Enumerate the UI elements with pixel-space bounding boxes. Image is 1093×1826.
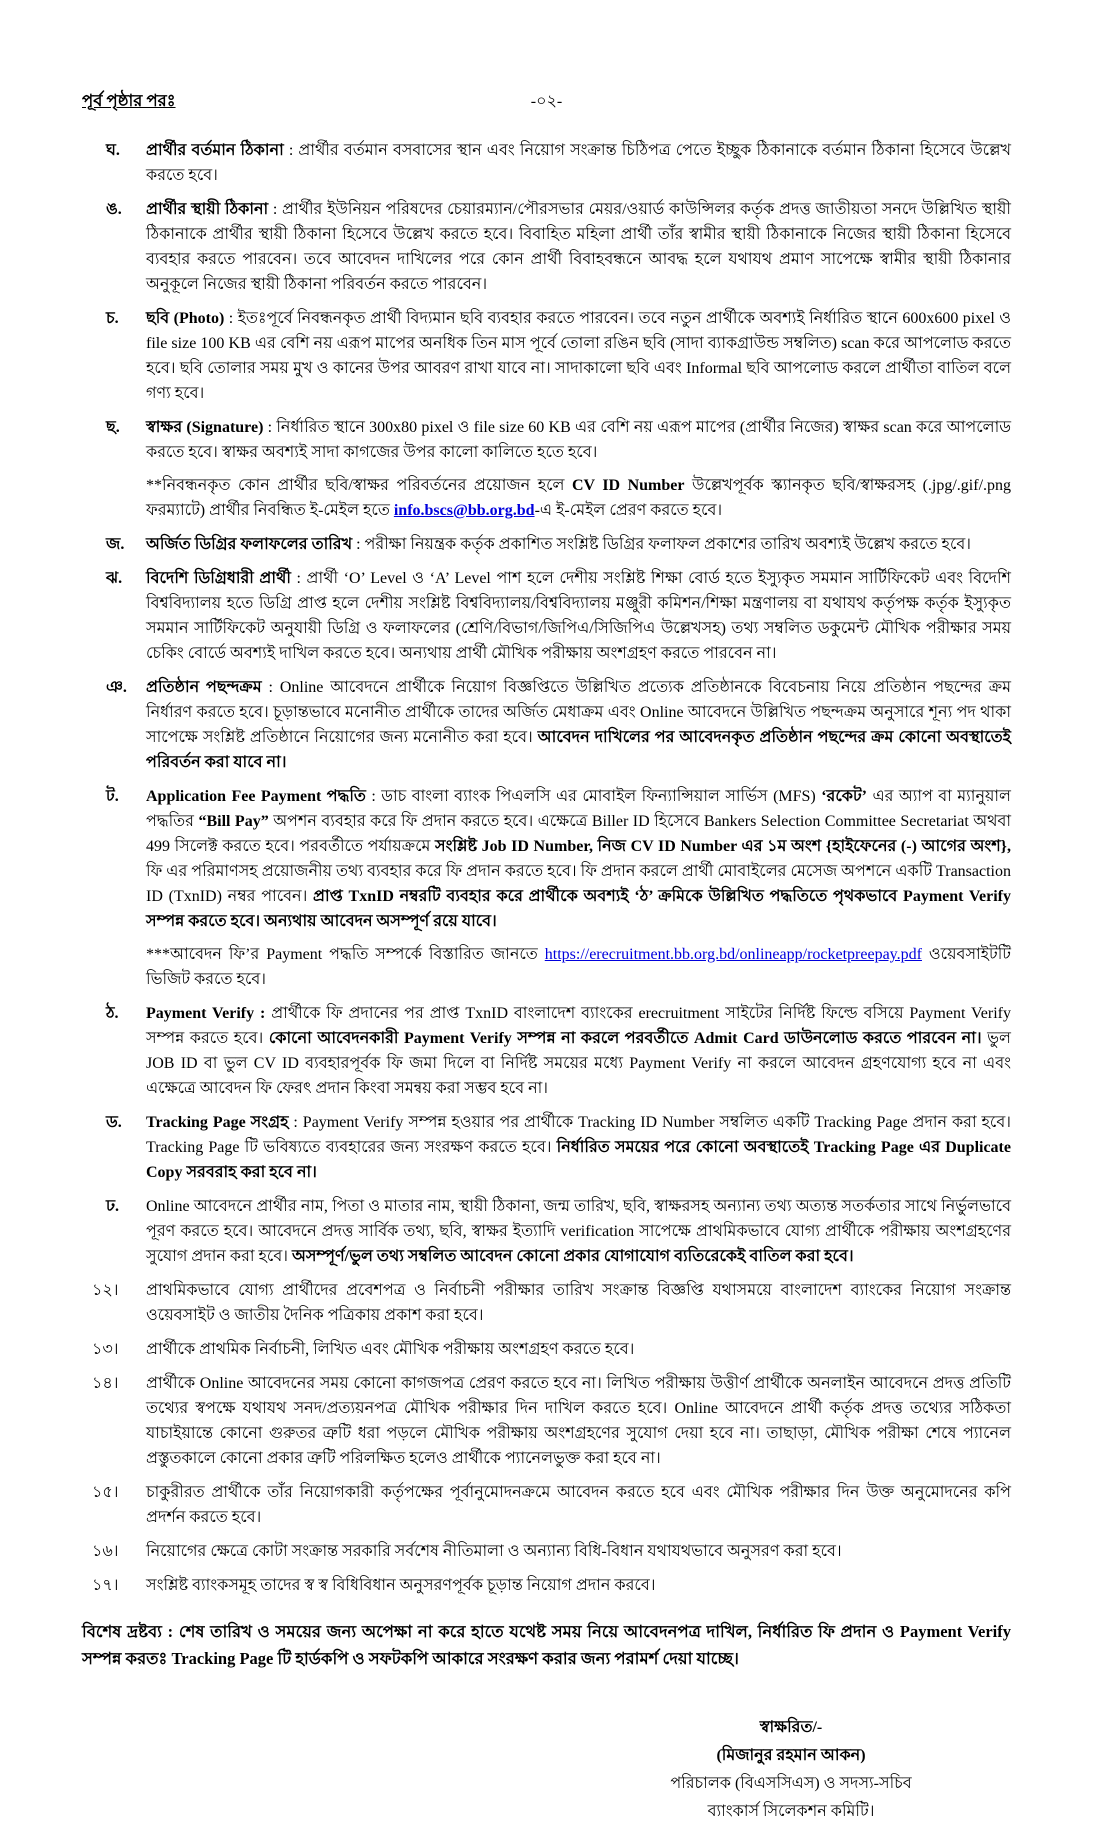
signatory-name: (মিজানুর রহমান আকন) [716, 1747, 866, 1764]
text-segment: Application Fee Payment পদ্ধতি [146, 788, 366, 805]
paragraph [146, 1001, 1011, 1101]
paragraph [146, 1480, 1011, 1530]
list-item [82, 1278, 1011, 1328]
list-item [82, 532, 1011, 557]
item-label: ঙ. [106, 201, 122, 218]
item-body [146, 1110, 1011, 1185]
item-label: ১৬। [92, 1543, 119, 1560]
list-item [82, 415, 1011, 523]
text-segment: প্রার্থীকে Online আবেদনের সময় কোনো কাগজপত্র প্রেরণ করতে হবে না। লিখিত পরীক্ষায় উত্তীর্ণ প্রার্থীকে অনলাইন আবেদনে প্রদত্ত প্রতিটি তথ্যের স্বপক্ষে যথাযথ সনদ/প্রত্যয়নপত্র মৌখিক পরীক্ষার দিন দাখিল করতে হবে। Online আবেদনে প্রার্থী কর্তৃক প্রদত্ত তথ্যের সঠিকতা যাচাইয়ান্তে কোনো গুরুতর ত্রুটি ধরা পড়লে মৌখিক পরীক্ষায় অংশগ্রহণের সুযোগ দেয়া হবে না। তাছাড়া, মৌখিক পরীক্ষা শেষে প্যানেল প্রস্তুতকালে কোনো প্রকার ত্রুটি পরিলক্ষিত হলেও প্রার্থীকে প্যানেলভুক্ত করা হবে না। [146, 1375, 1011, 1467]
list-item [82, 1110, 1011, 1185]
paragraph [146, 1539, 1011, 1564]
text-segment: অসম্পূর্ণ/ভুল তথ্য সম্বলিত আবেদন কোনো প্রকার যোগাযোগ ব্যতিরেকেই বাতিল করা হবে। [291, 1248, 854, 1265]
text-segment: : প্রার্থীর ইউনিয়ন পরিষদের চেয়ারম্যান/পৌরসভার মেয়র/ওয়ার্ড কাউন্সিলর কর্তৃক প্রদত্ত জাতীয়তা সনদে উল্লিখিত স্থায়ী ঠিকানাকে প্রার্থীর স্থায়ী ঠিকানা হিসেবে উল্লেখ করতে হবে। বিবাহিত মহিলা প্রার্থী তাঁর স্বামীর স্থায়ী ঠিকানাকে নিজের স্থায়ী ঠিকানা হিসেবে ব্যবহার করতে পারবেন। তবে আবেদন দাখিলের পরে কোন প্রার্থী বিবাহবন্ধনে আবদ্ধ হলে যথাযথ প্রমাণ সাপেক্ষে স্বামীর স্থায়ী ঠিকানার অনুকূলে নিজের স্থায়ী ঠিকানা পরিবর্তন করতে পারবেন। [146, 201, 1011, 293]
list-item [82, 197, 1011, 297]
list-item [82, 784, 1011, 992]
text-segment: ছবি (Photo) [146, 310, 225, 327]
text-segment: “Bill Pay” [198, 813, 269, 830]
paragraph [146, 566, 1011, 666]
item-label: ১৪। [92, 1375, 119, 1392]
text-segment: ভুল JOB ID বা ভুল CV ID ব্যবহারপূর্বক ফি জমা দিলে বা নির্দিষ্ট সময়ের মধ্যে Payment Verify না করলে আবেদন গ্রহণযোগ্য হবে না এবং এক্ষেত্রে আবেদন ফি ফেরৎ প্রদান কিংবা সমন্বয় করা সম্ভব হবে না। [146, 1030, 1011, 1097]
special-note [82, 1618, 1011, 1672]
item-body [146, 197, 1011, 297]
item-body [146, 1278, 1011, 1328]
text-segment: অর্জিত ডিগ্রির ফলাফলের তারিখ [146, 536, 353, 553]
text-segment: : Online আবেদনে প্রার্থীকে নিয়োগ বিজ্ঞপ্তিতে উল্লিখিত প্রত্যেক প্রতিষ্ঠানকে বিবেচনায় নিয়ে প্রতিষ্ঠান পছন্দের ক্রম নির্ধারণ করতে হবে। চূড়ান্তভাবে মনোনীত প্রার্থীকে তাদের অর্জিত মেধাক্রম এবং Online আবেদনে উল্লিখিত পছন্দক্রম অনুসারে শূন্য পদ থাকা সাপেক্ষে সংশ্লিষ্ট প্রতিষ্ঠানে নিয়োগের জন্য মনোনীত করা হবে। [146, 679, 1011, 746]
text-segment: চাকুরীরত প্রার্থীকে তাঁর নিয়োগকারী কর্তৃপক্ষের পূর্বানুমোদনক্রমে আবেদন করতে হবে এবং মৌখিক পরীক্ষার দিন উক্ত অনুমোদনের কপি প্রদর্শন করতে হবে। [146, 1484, 1011, 1526]
paragraph [146, 138, 1011, 188]
text-segment: : নির্ধারিত স্থানে 300x80 pixel ও file size 60 KB এর বেশি নয় এরূপ মাপের (প্রার্থীর নিজের) স্বাক্ষর scan করে আপলোড করতে হবে। স্বাক্ষর অবশ্যই সাদা কাগজের উপর কালো কালিতে হতে হবে। [146, 419, 1011, 461]
text-segment: ওয়েবসাইটটি ভিজিট করতে হবে। [146, 946, 1011, 988]
item-label: ঢ. [106, 1198, 120, 1215]
signatory-title: পরিচালক (বিএসসিএস) ও সদস্য-সচিব [670, 1775, 912, 1792]
text-segment: Tracking Page সংগ্রহ [146, 1114, 289, 1131]
list-item [82, 1194, 1011, 1269]
text-segment: নিয়োগের ক্ষেত্রে কোটা সংক্রান্ত সরকারি সর্বশেষ নীতিমালা ও অন্যান্য বিধি-বিধান যথাযথভাবে অনুসরণ করা হবে। [146, 1543, 842, 1560]
text-segment: : প্রার্থী ‘O’ Level ও ‘A’ Level পাশ হলে দেশীয় সংশ্লিষ্ট শিক্ষা বোর্ড হতে ইস্যুকৃত সমমান সার্টিফিকেট এবং বিদেশি বিশ্ববিদ্যালয় হতে ডিগ্রি প্রাপ্ত হলে দেশীয় সংশ্লিষ্ট বিশ্ববিদ্যালয়/বিশ্ববিদ্যালয় মঞ্জুরী কমিশন/শিক্ষা মন্ত্রণালয় বা যথাযথ কর্তৃপক্ষ কর্তৃক ইস্যুকৃত সমমান সার্টিফিকেট অনুযায়ী ডিগ্রি ও ফলাফলের (শ্রেণি/বিভাগ/জিপিএ/সিজিপিএ উল্লেখসহ) তথ্য সম্বলিত ডকুমেন্ট মৌখিক পরীক্ষার সময় চেকিং বোর্ডে অবশ্যই দাখিল করতে হবে। অন্যথায় প্রার্থী মৌখিক পরীক্ষায় অংশগ্রহণ করতে পারবেন না। [146, 570, 1011, 662]
item-body [146, 1194, 1011, 1269]
text-segment: বিশেষ দ্রষ্টব্য : শেষ তারিখ ও সময়ের জন্য অপেক্ষা না করে হাতে যথেষ্ট সময় নিয়ে আবেদনপত্র দাখিল, নির্ধারিত ফি প্রদান ও Payment Verify সম্পন্ন করতঃ Tracking Page টি হার্ডকপি ও সফটকপি আকারে সংরক্ষণ করার জন্য পরামর্শ দেয়া যাচ্ছে। [82, 1622, 1011, 1668]
paragraph [146, 675, 1011, 775]
text-segment: প্রার্থীকে ফি প্রদানের পর প্রাপ্ত TxnID বাংলাদেশ ব্যাংকের erecruitment সাইটের নির্দিষ্ট ফিল্ডে বসিয়ে Payment Verify সম্পন্ন করতে হবে। [146, 1005, 1011, 1047]
text-segment: প্রাপ্ত TxnID নম্বরটি ব্যবহার করে প্রার্থীকে অবশ্যই ‘ঠ’ ক্রমিকে উল্লিখিত পদ্ধতিতে পৃথকভাবে Payment Verify সম্পন্ন করতে হবে। অন্যথায় আবেদন অসম্পূর্ণ রয়ে যাবে। [146, 888, 1011, 930]
text-segment: প্রার্থীর বর্তমান ঠিকানা [146, 142, 284, 159]
text-segment: **নিবন্ধনকৃত কোন প্রার্থীর ছবি/স্বাক্ষর পরিবর্তনের প্রয়োজন হলে [146, 477, 572, 494]
item-label: চ. [106, 310, 119, 327]
item-body [146, 675, 1011, 775]
text-segment: : ডাচ বাংলা ব্যাংক পিএলসি এর মোবাইল ফিন্যান্সিয়াল সার্ভিস (MFS) [365, 788, 822, 805]
text-segment: কোনো আবেদনকারী Payment Verify সম্পন্ন না করলে পরবর্তীতে Admit Card ডাউনলোড করতে পারবেন না। [268, 1030, 982, 1047]
paragraph [146, 532, 1011, 557]
text-segment: : ইতঃপূর্বে নিবন্ধনকৃত প্রার্থী বিদ্যমান ছবি ব্যবহার করতে পারবেন। তবে নতুন প্রার্থীকে অবশ্যই নির্ধারিত স্থানে 600x600 pixel ও file size 100 KB এর বেশি নয় এরূপ মাপের অনধিক তিন মাস পূর্বে তোলা রঙিন ছবি (সাদা ব্যাকগ্রাউন্ড সম্বলিত) scan করে আপলোড করতে হবে। ছবি তোলার সময় মুখ ও কানের উপর আবরণ রাখা যাবে না। সাদাকালো ছবি এবং Informal ছবি আপলোড করলে প্রার্থীতা বাতিল বলে গণ্য হবে। [146, 310, 1011, 402]
text-segment: ***আবেদন ফি’র Payment পদ্ধতি সম্পর্কে বিস্তারিত জানতে [146, 946, 545, 963]
paragraph [146, 1337, 1011, 1362]
list-item [82, 1480, 1011, 1530]
text-segment: CV ID Number [571, 477, 685, 494]
paragraph [146, 197, 1011, 297]
text-segment: সংশ্লিষ্ট ব্যাংকসমূহ তাদের স্ব স্ব বিধিবিধান অনুসরণপূর্বক চূড়ান্ত নিয়োগ প্রদান করবে। [146, 1577, 656, 1594]
item-label: ট. [106, 788, 119, 805]
list-item [82, 1371, 1011, 1471]
item-body [146, 306, 1011, 406]
paragraph [146, 1278, 1011, 1328]
text-segment: -এ ই-মেইল প্রেরণ করতে হবে। [534, 502, 723, 519]
item-body [146, 138, 1011, 188]
paragraph [146, 306, 1011, 406]
text-segment: : পরীক্ষা নিয়ন্ত্রক কর্তৃক প্রকাশিত সংশ্লিষ্ট ডিগ্রির ফলাফল প্রকাশের তারিখ অবশ্যই উল্লেখ করতে হবে। [352, 536, 971, 553]
text-segment: ফি এর পরিমাণসহ প্রয়োজনীয় তথ্য ব্যবহার করে ফি প্রদান করতে হবে। ফি প্রদান করলে প্রার্থী মোবাইলের মেসেজ অপশনে একটি Transaction ID (TxnID) নম্বর পাবেন। [146, 863, 1011, 905]
paragraph [146, 1194, 1011, 1269]
item-label: ঘ. [106, 142, 120, 159]
text-segment: সংশ্লিষ্ট Job ID Number, নিজ CV ID Number এর ১ম অংশ {হাইফেনের (-) আগের অংশ}, [435, 838, 1011, 855]
item-body [146, 1480, 1011, 1530]
item-body [146, 532, 1011, 557]
text-segment: ‘রকেট’ [821, 788, 867, 805]
text-segment: Payment Verify : [146, 1005, 266, 1022]
signatory-org: ব্যাংকার্স সিলেকশন কমিটি। [707, 1803, 875, 1820]
list-item [82, 1573, 1011, 1598]
paragraph [146, 1573, 1011, 1598]
text-segment: আবেদন দাখিলের পর আবেদনকৃত প্রতিষ্ঠান পছন্দের ক্রম কোনো অবস্থাতেই পরিবর্তন করা যাবে না। [146, 729, 1011, 771]
paragraph [146, 1371, 1011, 1471]
item-label: ঠ. [106, 1005, 119, 1022]
text-segment: এর অ্যাপ বা ম্যানুয়াল পদ্ধতির [146, 788, 1011, 830]
item-label: ঝ. [106, 570, 123, 587]
item-body [146, 1573, 1011, 1598]
paragraph [146, 942, 1011, 992]
item-body [146, 566, 1011, 666]
text-segment: : প্রার্থীর বর্তমান বসবাসের স্থান এবং নিয়োগ সংক্রান্ত চিঠিপত্র পেতে ইচ্ছুক ঠিকানাকে বর্তমান ঠিকানা হিসেবে উল্লেখ করতে হবে। [146, 142, 1011, 184]
item-label: ১৫। [92, 1484, 119, 1501]
list-item [82, 306, 1011, 406]
paragraph [146, 415, 1011, 465]
text-segment: উল্লেখপূর্বক স্ক্যানকৃত ছবি/স্বাক্ষরসহ (.jpg/.gif/.png ফরম্যাটে) প্রার্থীর নিবন্ধিত ই-মেইল হতে [146, 477, 1012, 519]
item-label: ছ. [106, 419, 120, 436]
list-item [82, 1539, 1011, 1564]
item-label: জ. [106, 536, 125, 553]
text-segment: নির্ধারিত সময়ের পরে কোনো অবস্থাতেই Tracking Page এর Duplicate Copy সরবরাহ করা হবে না। [146, 1139, 1011, 1181]
paragraph [146, 784, 1011, 934]
text-segment: প্রার্থীকে প্রাথমিক নির্বাচনী, লিখিত এবং মৌখিক পরীক্ষায় অংশগ্রহণ করতে হবে। [146, 1341, 635, 1358]
item-label: ১৭। [92, 1577, 119, 1594]
text-segment: প্রার্থীর স্থায়ী ঠিকানা [146, 201, 269, 218]
email-link[interactable]: info.bscs@bb.org.bd [393, 502, 535, 519]
item-body [146, 1539, 1011, 1564]
signature-block [571, 1714, 1011, 1826]
paragraph [146, 473, 1011, 523]
item-body [146, 784, 1011, 992]
signed-label: স্বাক্ষরিত/- [759, 1719, 823, 1736]
text-segment: বিদেশি ডিগ্রিধারী প্রার্থী [146, 570, 291, 587]
continuation-label: পূর্ব পৃষ্ঠার পরঃ [82, 91, 176, 110]
item-label: ১৩। [92, 1341, 119, 1358]
item-label: ১২। [92, 1282, 119, 1299]
item-label: ড. [106, 1114, 122, 1131]
payment-pdf-link[interactable]: https://erecruitment.bb.org.bd/onlineapp/rocketpreepay.pdf [544, 946, 922, 963]
item-label: ঞ. [106, 679, 127, 696]
text-segment: Online আবেদনে প্রার্থীর নাম, পিতা ও মাতার নাম, স্থায়ী ঠিকানা, জন্ম তারিখ, ছবি, স্বাক্ষরসহ অন্যান্য তথ্য অত্যন্ত সতর্কতার সাথে নির্ভুলভাবে পূরণ করতে হবে। আবেদনে প্রদত্ত সার্বিক তথ্য, ছবি, স্বাক্ষর ইত্যাদি verification সাপেক্ষে প্রাথমিকভাবে যোগ্য প্রার্থীকে পরীক্ষায় অংশগ্রহণের সুযোগ প্রদান করা হবে। [146, 1198, 1011, 1265]
text-segment: অপশন ব্যবহার করে ফি প্রদান করতে হবে। এক্ষেত্রে Biller ID হিসেবে Bankers Selection Committee Secretariat অথবা 499 সিলেক্ট করতে হবে। পরবর্তীতে পর্যায়ক্রমে [146, 813, 1012, 855]
list-item [82, 1337, 1011, 1362]
text-segment: প্রাথমিকভাবে যোগ্য প্রার্থীদের প্রবেশপত্র ও নির্বাচনী পরীক্ষার তারিখ সংক্রান্ত বিজ্ঞপ্তি যথাসময়ে বাংলাদেশ ব্যাংকের নিয়োগ সংক্রান্ত ওয়েবসাইট ও জাতীয় দৈনিক পত্রিকায় প্রকাশ করা হবে। [146, 1282, 1011, 1324]
page-number: -০২- [530, 93, 563, 110]
page-header [82, 88, 1011, 116]
list-item [82, 1001, 1011, 1101]
list-item [82, 675, 1011, 775]
text-segment: প্রতিষ্ঠান পছন্দক্রম [146, 679, 262, 696]
text-segment: : Payment Verify সম্পন্ন হওয়ার পর প্রার্থীকে Tracking ID Number সম্বলিত একটি Tracking Page প্রদান করা হবে। Tracking Page টি ভবিষ্যতে ব্যবহারের জন্য সংরক্ষণ করতে হবে। [146, 1114, 1011, 1156]
item-body [146, 415, 1011, 523]
paragraph [146, 1110, 1011, 1185]
text-segment: স্বাক্ষর (Signature) [146, 419, 264, 436]
list-item [82, 566, 1011, 666]
item-body [146, 1371, 1011, 1471]
list-item [82, 138, 1011, 188]
item-body [146, 1001, 1011, 1101]
item-body [146, 1337, 1011, 1362]
instruction-list [82, 138, 1011, 1598]
